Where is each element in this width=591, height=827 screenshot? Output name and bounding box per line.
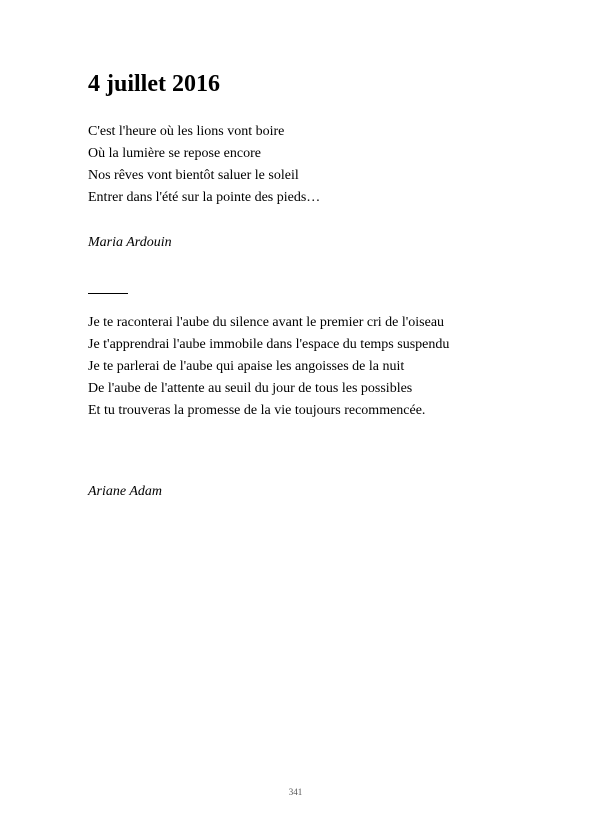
poem-line: Et tu trouveras la promesse de la vie toujours recommencée.	[88, 403, 426, 418]
page-title: 4 juillet 2016	[88, 71, 220, 97]
poem-ariane-adam	[88, 312, 504, 422]
poem-line: Je t'apprendrai l'aube immobile dans l'espace du temps suspendu	[88, 337, 450, 352]
poem-line: Nos rêves vont bientôt saluer le soleil	[88, 168, 299, 183]
poem-line: De l'aube de l'attente au seuil du jour de tous les possibles	[88, 381, 413, 396]
document-page	[88, 0, 504, 827]
poem-author: Ariane Adam	[88, 484, 163, 499]
section-separator	[88, 293, 128, 294]
poem-line: Je te raconterai l'aube du silence avant le premier cri de l'oiseau	[88, 315, 445, 330]
poem-line: Je te parlerai de l'aube qui apaise les angoisses de la nuit	[88, 359, 405, 374]
poem-line: C'est l'heure où les lions vont boire	[88, 124, 285, 139]
page-number: 341	[288, 787, 303, 797]
poem-maria-ardouin	[88, 121, 504, 209]
poem-line: Où la lumière se repose encore	[88, 146, 261, 161]
poem-author: Maria Ardouin	[88, 235, 172, 250]
poem-line: Entrer dans l'été sur la pointe des pieds…	[88, 190, 321, 205]
